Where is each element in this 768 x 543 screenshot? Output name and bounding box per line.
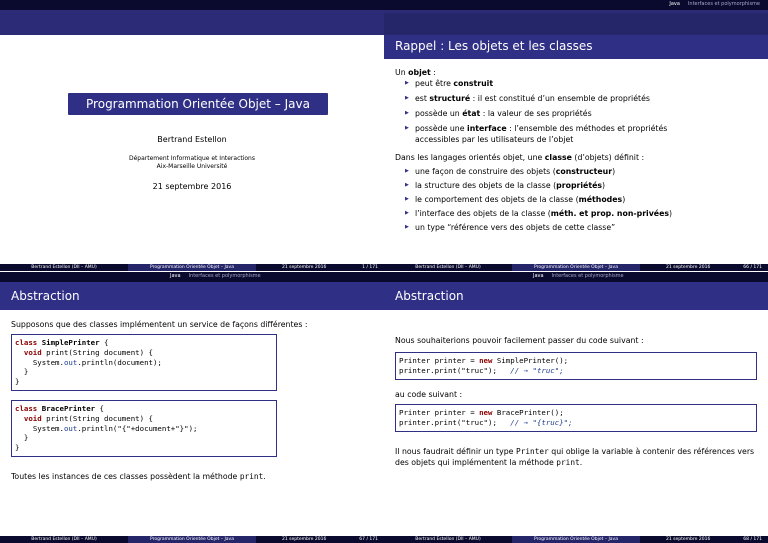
- code-text: .println("{"+document+"}");: [77, 423, 198, 433]
- code-text: BracePrinter();: [492, 408, 564, 417]
- text: l’interface des objets de la classe (: [415, 209, 551, 218]
- text: ): [622, 195, 626, 204]
- list-item: [405, 222, 755, 233]
- footer-course: Programmation Orientée Objet – Java: [512, 264, 640, 271]
- text: ): [612, 167, 616, 176]
- code-text: }: [15, 443, 20, 453]
- code-keyword: class: [15, 338, 38, 347]
- code-keyword: class: [15, 404, 38, 413]
- list-item: [405, 180, 755, 191]
- text: (d’objets) définit :: [571, 153, 645, 162]
- header-section[interactable]: Java: [170, 273, 181, 279]
- text-bold: interface: [467, 124, 507, 133]
- code-text: printer.print("truc");: [399, 417, 511, 427]
- slide-abstraction-1: [0, 272, 384, 543]
- text-bold: méth. et prop. non-privées: [550, 209, 670, 218]
- code-text: print(String document) {: [41, 413, 153, 423]
- code-text: {: [95, 404, 105, 413]
- code-comment: // → "truc";: [510, 365, 564, 375]
- code-keyword: new: [479, 408, 493, 417]
- header-nav: [170, 273, 269, 279]
- text: le comportement des objets de la classe (: [415, 195, 579, 204]
- intro-text: Nous souhaiterions pouvoir facilement passer du code suivant :: [395, 336, 644, 345]
- footer-date-page: [640, 264, 768, 271]
- header-section[interactable]: Java: [533, 273, 544, 279]
- slide-abstraction-2: [384, 272, 768, 543]
- footer-author: Bertrand Estellon (DII – AMU): [384, 264, 512, 271]
- frame-title-bar: [384, 35, 768, 59]
- footer-date: 21 septembre 2016: [666, 265, 711, 270]
- slide-header-bar: [384, 272, 768, 282]
- author-name: Bertrand Estellon: [157, 135, 227, 144]
- slide-footer: [0, 536, 384, 543]
- text-bold: construit: [453, 79, 494, 88]
- code-text: .println(document);: [77, 357, 162, 367]
- text-bold: objet: [408, 68, 431, 77]
- code-keyword: void: [23, 413, 42, 423]
- text-bold: propriétés: [556, 181, 602, 190]
- header-subsection[interactable]: Interfaces et polymorphisme: [551, 273, 624, 279]
- header-nav: [533, 273, 632, 279]
- header-subsection[interactable]: Interfaces et polymorphisme: [188, 273, 261, 279]
- text: .: [263, 472, 266, 481]
- text: un type “référence vers des objets de cette classe”: [415, 223, 616, 232]
- footer-course: Programmation Orientée Objet – Java: [128, 264, 256, 271]
- header-section[interactable]: Java: [669, 1, 680, 7]
- code-block-simple-usage: Printer printer = new SimplePrinter(); printer.print("truc"); // → "truc";: [395, 352, 757, 380]
- footer-author: Bertrand Estellon (DII – AMU): [384, 536, 512, 543]
- text: : la valeur de ses propriétés: [480, 109, 592, 118]
- presentation-title: Programmation Orientée Objet – Java: [86, 97, 310, 111]
- text: possède un: [415, 109, 463, 118]
- intro-text: Supposons que des classes implémentent un service de façons différentes :: [11, 320, 308, 329]
- list-classe: [405, 166, 755, 233]
- mid-text: au code suivant :: [395, 390, 463, 399]
- code-block-braceprinter: [11, 400, 277, 457]
- title-band: [384, 13, 768, 35]
- list-objet: [405, 78, 755, 145]
- slide-header-bar: [384, 0, 768, 10]
- code-field: out: [63, 357, 78, 367]
- header-nav: [669, 1, 768, 7]
- text: ): [669, 209, 673, 218]
- slide-header-stripe: [0, 10, 384, 35]
- paragraph-objet: [395, 67, 755, 78]
- code-classname: SimplePrinter: [41, 338, 100, 347]
- list-item: [405, 123, 705, 145]
- department: Département Informatique et Interactions: [128, 155, 255, 162]
- text-bold: classe: [544, 153, 572, 162]
- list-item: [405, 108, 755, 119]
- footer-date: 21 septembre 2016: [282, 265, 327, 270]
- text: Toutes les instances de ces classes possèdent la méthode: [11, 472, 240, 481]
- text-bold: état: [462, 109, 481, 118]
- code-text: }: [15, 367, 29, 377]
- code-comment: // → "{truc}";: [510, 417, 573, 427]
- slide-body: [11, 319, 371, 482]
- frame-title: Abstraction: [11, 289, 80, 303]
- list-item: [405, 93, 755, 104]
- text: qui oblige la variable à contenir des références vers des objets qui implémentent la méthode: [395, 447, 755, 467]
- slide-header-bar: [0, 272, 384, 282]
- text-bold: méthodes: [578, 195, 623, 204]
- text: une façon de construire des objets (: [415, 167, 556, 176]
- university: Aix-Marseille Université: [156, 163, 228, 170]
- text: est: [415, 94, 430, 103]
- code-text: System.: [32, 423, 64, 433]
- footer-author: Bertrand Estellon (DII – AMU): [0, 264, 128, 271]
- list-item: [405, 208, 755, 219]
- footer-course: Programmation Orientée Objet – Java: [128, 536, 256, 543]
- footer-date: 21 septembre 2016: [282, 537, 327, 542]
- text: Il nous faudrait définir un type: [395, 447, 516, 456]
- code-text: printer.print("truc");: [399, 365, 511, 375]
- list-item: [405, 194, 755, 205]
- text: peut être: [415, 79, 454, 88]
- outro-text: [11, 471, 371, 482]
- text-code: print: [556, 458, 580, 467]
- footer-date: 21 septembre 2016: [666, 537, 711, 542]
- footer-course: Programmation Orientée Objet – Java: [512, 536, 640, 543]
- slide-footer: [384, 264, 768, 271]
- code-block-simpleprinter: [11, 334, 277, 391]
- page-number: 1 / 171: [362, 265, 378, 270]
- slide-footer: [0, 264, 384, 271]
- text: la structure des objets de la classe (: [415, 181, 557, 190]
- presentation-date: 21 septembre 2016: [152, 182, 232, 191]
- code-text: SimplePrinter();: [492, 356, 569, 365]
- code-text: System.: [32, 357, 64, 367]
- code-text: }: [15, 377, 20, 387]
- list-item: [405, 78, 755, 89]
- text: Dans les langages orientés objet, une: [395, 153, 545, 162]
- frame-title-bar: [0, 282, 384, 310]
- text-bold: structuré: [429, 94, 471, 103]
- slide-header-bar: [0, 0, 384, 10]
- slide-body: [395, 335, 757, 468]
- footer-date-page: [256, 264, 384, 271]
- text: ): [602, 181, 606, 190]
- frame-title-bar: [384, 282, 768, 310]
- slide-footer: [384, 536, 768, 543]
- footer-author: Bertrand Estellon (DII – AMU): [0, 536, 128, 543]
- page-number: 66 / 171: [743, 265, 762, 270]
- text: possède une: [415, 124, 468, 133]
- text: Un: [395, 68, 409, 77]
- footer-date-page: [640, 536, 768, 543]
- text-code: Printer: [515, 447, 549, 456]
- title-box: [68, 93, 328, 115]
- header-subsection[interactable]: Interfaces et polymorphisme: [687, 1, 760, 7]
- text: .: [579, 458, 583, 467]
- frame-title: Abstraction: [395, 289, 464, 303]
- frame-title: Rappel : Les objets et les classes: [395, 39, 593, 53]
- text-code: print: [239, 472, 264, 481]
- footer-date-page: [256, 536, 384, 543]
- outro-text: [395, 446, 757, 468]
- slide-title: [0, 0, 384, 271]
- list-item: [405, 166, 755, 177]
- code-text: {: [99, 338, 109, 347]
- code-text: print(String document) {: [41, 347, 153, 357]
- text-bold: constructeur: [555, 167, 613, 176]
- code-keyword: void: [23, 347, 42, 357]
- page-number: 68 / 171: [743, 537, 762, 542]
- text: :: [430, 68, 436, 77]
- code-block-brace-usage: Printer printer = new BracePrinter(); printer.print("truc"); // → "{truc}";: [395, 404, 757, 432]
- code-field: out: [63, 423, 78, 433]
- code-keyword: new: [479, 356, 493, 365]
- text: : l’ensemble des méthodes et propriétés accessibles par les utilisateurs de l’objet: [415, 124, 668, 144]
- slide-rappel: [384, 0, 768, 271]
- text: : il est constitué d’un ensemble de propriétés: [470, 94, 650, 103]
- paragraph-classe: [395, 152, 755, 163]
- slide-body: [395, 67, 755, 233]
- code-classname: BracePrinter: [41, 404, 96, 413]
- code-text: }: [15, 433, 29, 443]
- page-number: 67 / 171: [359, 537, 378, 542]
